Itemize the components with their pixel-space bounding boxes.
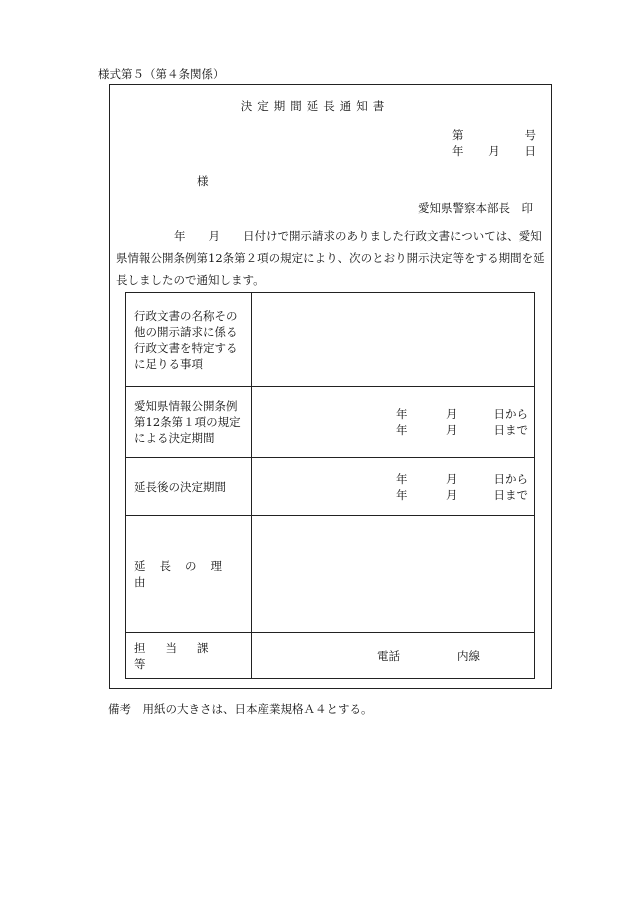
extended-period-until: 年 月 日まで [396,487,528,502]
extension-reason-value [252,516,535,633]
original-period-value [252,387,535,458]
original-period-from: 年 月 日から [396,407,528,421]
issue-year: 年 [452,144,464,158]
table-row [126,458,535,516]
department-value [252,633,535,679]
extension-reason-label: 延長の理由 [126,516,252,633]
document-identification-value [252,293,535,387]
document-number-row [452,127,536,143]
original-period-label: 愛知県情報公開条例第12条第１項の規定による決定期間 [126,387,252,458]
table-row [126,516,535,633]
table-row [126,293,535,387]
phone-row [252,648,534,664]
extension-label: 内線 [457,648,480,663]
number-suffix: 号 [524,128,536,142]
original-period-until: 年 月 日まで [396,423,528,437]
addressee-honorific: 様 [197,174,209,188]
body-line-2: 県情報公開条例第12条第２項の規定により、次のとおり開示決定等をする期間を延 [116,251,545,265]
number-prefix: 第 [452,128,464,142]
body-line-1: 年 月 日付けで開示請求のありました行政文書については、愛知 [174,229,542,243]
extended-period-value [252,458,535,516]
body-line-3: 長しましたので通知します。 [116,273,265,287]
phone-label: 電話 [377,648,400,663]
details-table [125,292,535,679]
department-label: 担当課等 [126,633,252,679]
issue-date-row [452,143,536,159]
document-identification-label: 行政文書の名称その他の開示請求に係る行政文書を特定するに足りる事項 [126,293,252,387]
document-title: 決定期間延長通知書 [240,99,390,113]
form-number-label: 様式第５（第４条関係） [98,67,225,81]
sender-name: 愛知県警察本部長 印 [418,201,533,215]
extended-period-label: 延長後の決定期間 [126,458,252,516]
notice-body [116,225,546,291]
issue-day: 日 [524,144,536,158]
issue-month: 月 [488,144,500,158]
extended-period-from: 年 月 日から [396,471,528,486]
table-row [126,633,535,679]
remark-note: 備考 用紙の大きさは、日本産業規格Ａ４とする。 [108,702,373,716]
table-row [126,387,535,458]
